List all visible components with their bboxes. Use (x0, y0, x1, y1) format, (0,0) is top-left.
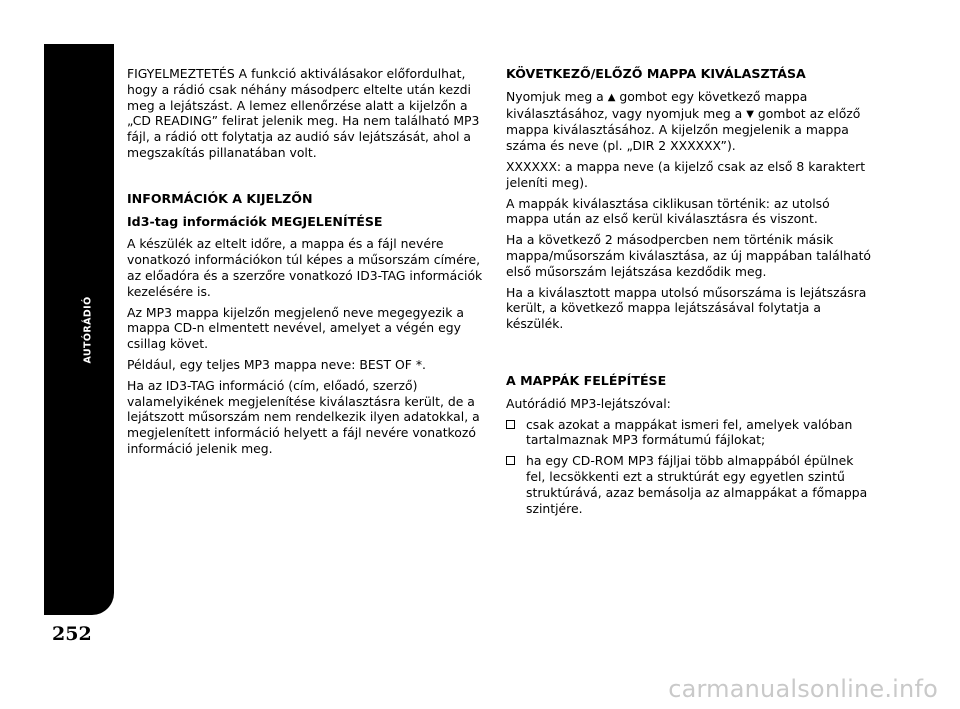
list-item (506, 417, 872, 449)
page-number: 252 (52, 623, 92, 645)
section-heading-folder-select: KÖVETKEZŐ/ELŐZŐ MAPPA KIVÁLASZTÁSA (506, 66, 806, 81)
paragraph: Autórádió MP3-lejátszóval: (506, 395, 671, 411)
right-column (506, 66, 872, 521)
paragraph: Ha a kiválasztott mappa utolsó műsorszáma is lejátszásra került, a következő mappa lejátszásával folytatja a készülék. (506, 284, 867, 332)
up-arrow-icon: ▲ (607, 91, 616, 103)
watermark: carmanualsonline.info (668, 675, 938, 703)
paragraph: Ha az ID3-TAG információ (cím, előadó, szerző) valamelyikének megjelenítése kiválasztásra került, de a lejátszott műsorszám nem rendelkezik ilyen adatokkal, a megjelenített információ helyett a fájl nevére vonatkozó információ jelenik meg. (127, 377, 480, 456)
paragraph: A készülék az eltelt időre, a mappa és a fájl nevére vonatkozó információkon túl képes a műsorszám címére, az előadóra és a szerzőre vonatkozó ID3-TAG információk kezelésére is. (127, 236, 483, 299)
text-run: gombot az előző mappa kiválasztásához. A kijelzőn megjelenik a mappa száma és neve (pl. „DIR 2 XXXXXX”). (506, 105, 861, 154)
paragraph: Ha a következő 2 másodpercben nem történik másik mappa/műsorszám kiválasztása, az új mappában található első műsorszám lejátszása kezdődik meg. (506, 232, 872, 279)
paragraph: Például, egy teljes MP3 mappa neve: BEST OF *. (127, 356, 426, 372)
checkbox-bullet-icon (506, 420, 515, 429)
subheading-id3-tag: Id3-tag információk MEGJELENÍTÉSE (127, 213, 383, 229)
section-label: AUTÓRÁDIÓ (82, 296, 94, 364)
list-item-text: ha egy CD-ROM MP3 fájljai több almappából épülnek fel, lecsökkenti ezt a struktúrát egy egyetlen szintű struktúrává, azaz bemásolja az almappákat a főmappa szintjére. (526, 453, 868, 516)
section-side-tab (44, 44, 114, 615)
section-heading-display-info: INFORMÁCIÓK A KIJELZŐN (127, 190, 313, 206)
list-item-text: csak azokat a mappákat ismeri fel, amelyek valóban tartalmaznak MP3 formátumú fájlokat; (526, 416, 853, 448)
paragraph: A mappák kiválasztása ciklikusan történik: az utolsó mappa után az első kerül kiválasztásra és viszont. (506, 195, 830, 227)
text-run: gombot egy következő mappa kiválasztásához, vagy nyomjuk meg a (506, 88, 808, 121)
warning-paragraph: FIGYELMEZTETÉS A funkció aktiválásakor előfordulhat, hogy a rádió csak néhány másodperc eltelte után kezdi meg a lejátszást. A lemez ellenőrzése alatt a kijelzőn a „CD READING” felirat jelenik meg. Ha nem található MP3 fájl, a rádió ott folytatja az audió sáv lejátszását, ahol a megszakítás pillanatában volt. (127, 66, 480, 160)
section-heading-folder-structure: A MAPPÁK FELÉPÍTÉSE (506, 372, 667, 388)
paragraph: XXXXXX: a mappa neve (a kijelző csak az első 8 karaktert jeleníti meg). (506, 158, 866, 190)
paragraph: Az MP3 mappa kijelzőn megjelenő neve megegyezik a mappa CD-n elmentett nevével, amelyet a végén egy csillag követ. (127, 304, 464, 352)
folder-select-paragraph (506, 89, 872, 154)
down-arrow-icon: ▼ (746, 108, 754, 120)
left-column (127, 66, 485, 462)
text-run: Nyomjuk meg a (506, 88, 608, 104)
list-item (506, 453, 872, 516)
checkbox-bullet-icon (506, 456, 515, 465)
